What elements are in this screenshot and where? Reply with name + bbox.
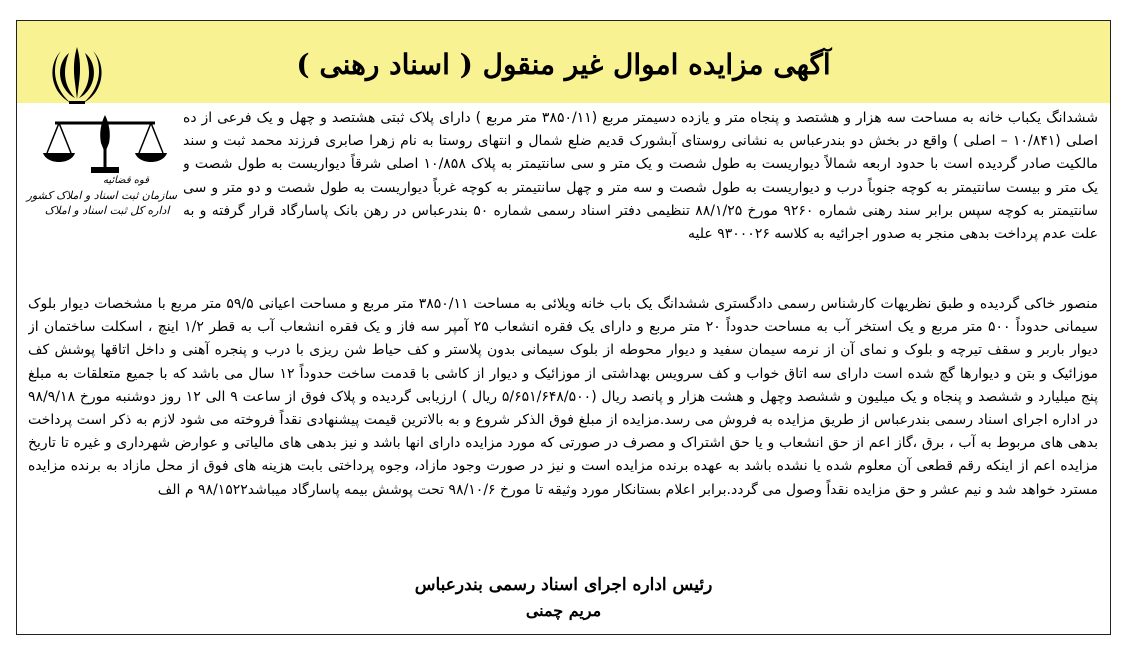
scales-of-justice-icon — [41, 113, 169, 175]
org-general-office: اداره کل ثبت اسناد و املاک — [44, 204, 170, 217]
notice-title: آگهی مزایده اموال غیر منقول ( اسناد رهنی ) — [296, 48, 831, 81]
notice-body-top: ششدانگ یکباب خانه به مساحت سه هزار و هشتصد و پنجاه متر و یازده دسیمتر مربع (۳۸۵۰/۱۱ متر مربع ) دارای پلاک ثبتی هشتصد و چهل و یک فرعی از ده اصلی (۱۰/۸۴۱ – اصلی ) واقع در بخش دو بندرعباس به نشانی روستای آبشورک قدیم ضلع شمال و انتهای روستا به نام زهرا صابری فرزند محمد ثبت و سند مالکیت صادر گردیده است با حدود اربعه شمالاً دیواریست به طول شصت و یک متر و سی سانتیمتر به پلاک ۱۰/۸۵۸ اصلی شرقاً دیواریست به طول شصت و یک متر و بیست سانتیمتر به کوچه جنوباً درب و دیواریست به طول شصت و سه متر و چهل سانتیمتر به کوچه غرباً دیواریست به طول شصت و دو متر و سی سانتیمتر به کوچه سپس برابر سند رهنی شماره ۹۲۶۰ مورخ ۸۸/۱/۲۵ تنظیمی دفتر اسناد رسمی شماره ۵۰ بندرعباس در رهن بانک پاسارگاد قرار گرفته و به علت عدم پرداخت بدهی منجر به صدور اجرائیه به کلاسه ۹۳۰۰۰۲۶ علیه — [183, 110, 1098, 243]
signature-name: مریم چمنی — [525, 601, 602, 620]
notice-frame — [16, 20, 1111, 635]
org-registration: سازمان ثبت اسناد و املاک کشور — [26, 189, 177, 202]
org-judiciary: قوه قضائیه — [102, 175, 149, 186]
organization-block — [26, 173, 177, 218]
iran-emblem-icon — [47, 43, 107, 107]
signature-title: رئیس اداره اجرای اسناد رسمی بندرعباس — [414, 575, 713, 595]
notice-body-bottom: منصور خاکی گردیده و طبق نظریهات کارشناس رسمی دادگستری ششدانگ یک باب خانه ویلائی به مساحت ۳۸۵۰/۱۱ متر مربع و مساحت اعیانی ۵۹/۵ متر مربع با مشخصات دیوار بلوک سیمانی حدوداً ۵۰۰ متر مربع و یک استخر آب به مساحت حدوداً ۲۰ متر مربع و دارای یک فقره انشعاب ۲۵ آمپر سه فاز و یک فقره انشعاب آب به قطر ۱/۲ اینچ ، اسکلت ساختمان از دیوار باربر و سقف تیرچه و بلوک و نمای آن از نرمه سیمان سفید و دیوار محوطه از بلوک سیمانی بدون پلاستر و کف حیاط شن ریزی با درب و پنجره آهنی و داخل اتاقها پوشش کف موزائیک و بتن و دیوارها گچ شده است دارای سه اتاق خواب و کف سرویس بهداشتی از موزائیک و دیوار از کاشی با قدمت ساخت حدوداً ۱۲ سال می باشد که با جمیع متعلقات به مبلغ پنج میلیارد و ششصد و پنجاه و یک میلیون و ششصد وچهل و هشت هزار و پانصد ریال (۵/۶۵۱/۶۴۸/۵۰۰ ریال ) ارزیابی گردیده و پلاک فوق از ساعت ۹ الی ۱۲ روز دوشنبه مورخ ۹۸/۹/۱۸ در اداره اجرای اسناد رسمی بندرعباس از طریق مزایده به فروش می رسد.مزایده از مبلغ فوق الذکر شروع و به بالاترین قیمت پیشنهادی نقداً فروخته می شود لازم به ذکر است پرداخت بدهی های مربوط به آب ، برق ،گاز اعم از حق انشعاب و یا حق اشتراک و مصرف در صورتی که مورد مزایده دارای انها باشد و نیز بدهی های مالیاتی و عوارض شهرداری و غیره تا تاریخ مزایده اعم از اینکه رقم قطعی آن معلوم شده یا نشده باشد به عهده برنده مزایده است و نیز در صورت وجود مازاد، وجوه پرداختی بابت هزینه های فوق از محل مازاد به برنده مزایده مسترد خواهد شد و نیم عشر و حق مزایده نقداً وصول می گردد.برابر اعلام بستانکار مورد وثیقه تا مورخ ۹۸/۱۰/۶ تحت پوشش بیمه پاسارگاد میباشد۹۸/۱۵۲۲ م الف — [28, 296, 1098, 498]
